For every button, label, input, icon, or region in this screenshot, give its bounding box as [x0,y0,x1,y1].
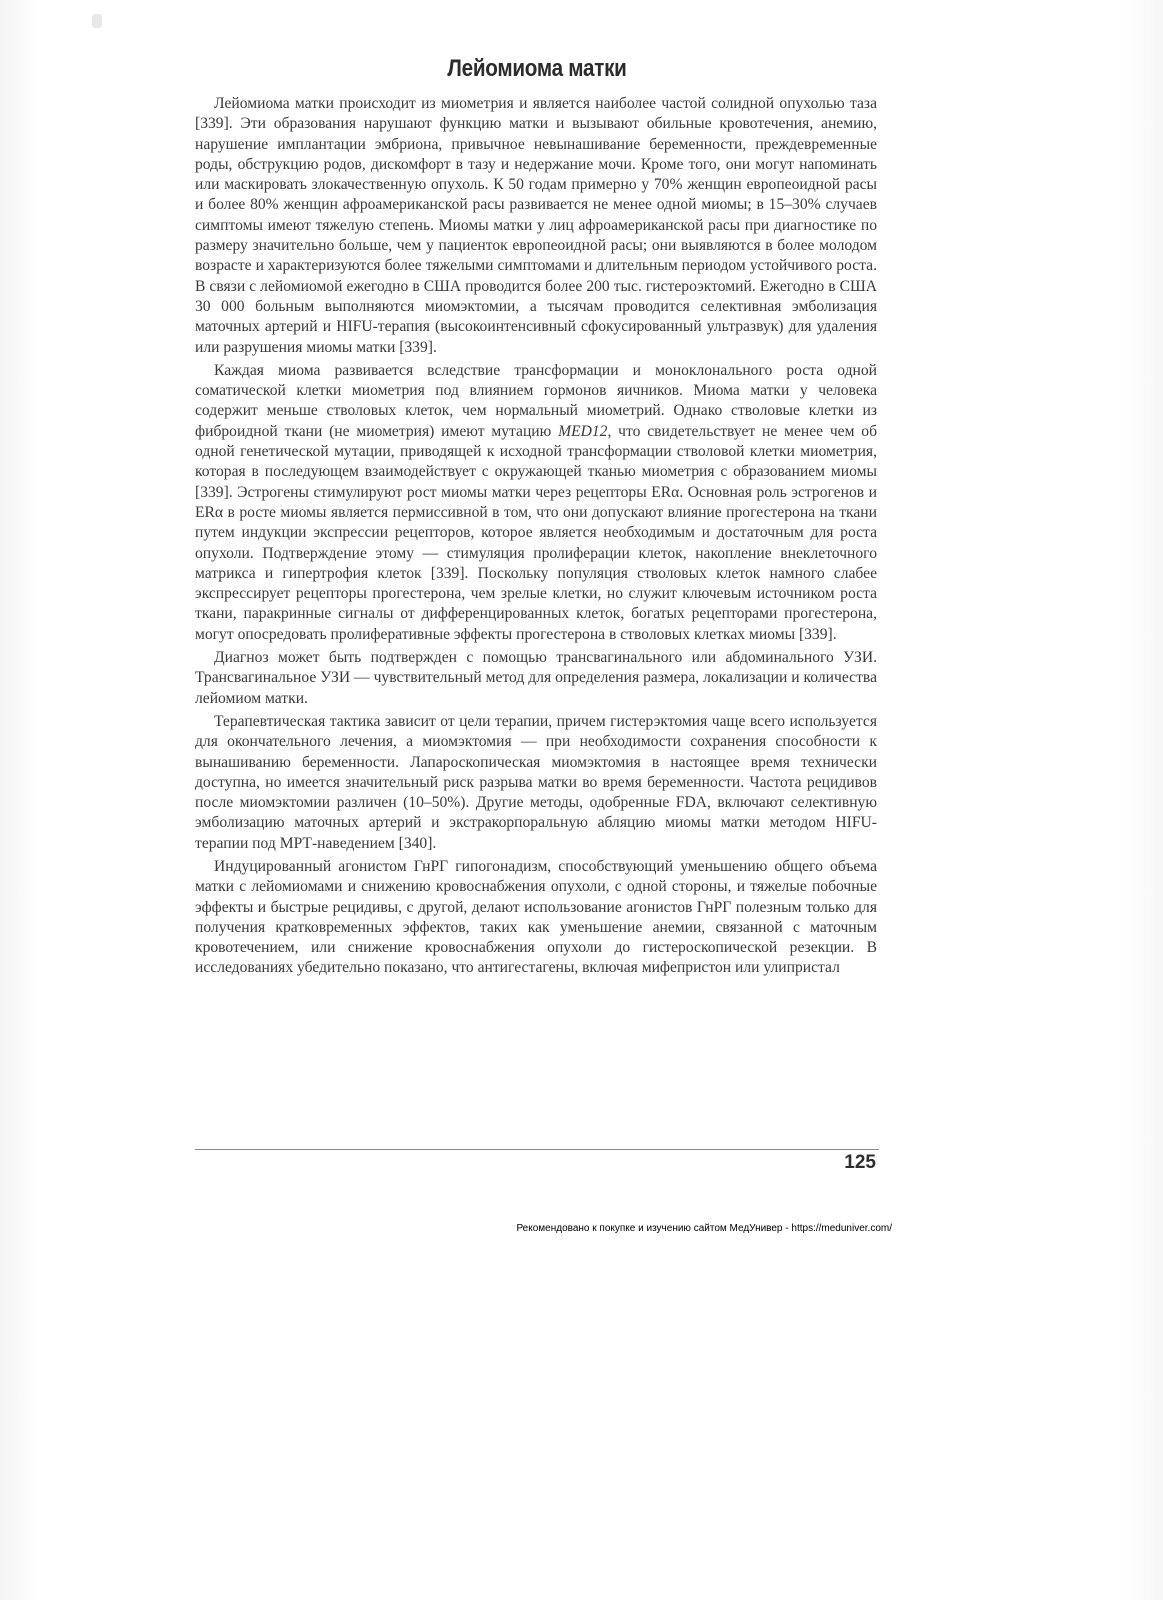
footer-note: Рекомендовано к покупке и изучению сайтом МедУнивер - https://meduniver.com/ [516,1223,892,1234]
page-number: 125 [844,1152,876,1173]
paragraph-pathogenesis-part-2: , что свидетельствует не менее чем об одной генетической мутации, приводящей к исходной трансформации стволовой клетки миометрия, которая в последующем взаимодействует с окружающей тканью миометрия с образованием миомы [339]. Эстрогены стимулируют рост миомы матки через рецепторы ERα. Основная роль эстрогенов и ERα в росте миомы является пермиссивной в том, что они допускают влияние прогестерона на ткани путем индукции экспрессии рецепторов, которое является необходимым и достаточным для роста опухоли. Подтверждение этому — стимуляция пролиферации клеток, накопление внеклеточного матрикса и гипертрофия клеток [339]. Поскольку популяция стволовых клеток намного слабее экспрессирует рецепторы прогестерона, чем зрелые клетки, но служит ключевым источником роста ткани, паракринные сигналы от дифференцированных клеток, богатых рецепторами прогестерона, могут опосредовать пролиферативные эффекты прогестерона в стволовых клетках миомы [339]. [195,422,878,643]
paragraph-therapy: Терапевтическая тактика зависит от цели терапии, причем гистерэктомия чаще всего используется для окончательного лечения, а миомэктомия — при необходимости сохранения способности к вынашиванию беременности. Лапароскопическая миомэктомия в настоящее время технически доступна, но имеется значительный риск разрыва матки во время беременности. Частота рецидивов после миомэктомии различен (10–50%). Другие методы, одобренные FDA, включают селективную эмболизацию маточных артерий и экстракорпоральную абляцию миомы матки методом HIFU-терапии под МРТ-наведением [340]. [195,712,877,852]
paragraph-intro: Лейомиома матки происходит из миометрия и является наиболее частой солидной опухолью таза [339]. Эти образования нарушают функцию матки и вызывают обильные кровотечения, анемию, нарушение имплантации эмбриона, привычное невынашивание беременности, преждевременные роды, обструкцию родов, дискомфорт в тазу и недержание мочи. Кроме того, они могут напоминать или маскировать злокачественную опухоль. К 50 годам примерно у 70% женщин европеоидной расы и более 80% женщин афроамериканской расы развивается не менее одной миомы; в 15–30% случаев симптомы имеют тяжелую степень. Миомы матки у лиц афроамериканской расы при диагностике по размеру значительно больше, чем у пациенток европеоидной расы; они выявляются в более молодом возрасте и характеризуются более тяжелыми симптомами и длительным периодом устойчивого роста. В связи с лейомиомой ежегодно в США проводится более 200 тыс. гистероэктомий. Ежегодно в США 30 000 больным выполняются миомэктомии, а тысячам проводится селективная эмболизация маточных артерий и HIFU-терапия (высокоинтенсивный сфокусированный ультразвук) для удаления или разрушения миомы матки [339]. [195,95,877,356]
scan-artifact [92,14,102,28]
article-body [195,94,877,982]
page-title: Лейомиома матки [447,55,627,82]
paragraph-pathogenesis-part-1: Каждая миома развивается вследствие трансформации и моноклонального роста одной соматической клетки миометрия под влиянием гормонов яичников. Миома матки у человека содержит меньше стволовых клеток, чем нормальный миометрий. Однако стволовые клетки из фиброидной ткани (не миометрия) имеют мутацию [195,361,877,440]
footer-divider [195,1149,879,1150]
paragraph-diagnosis: Диагноз может быть подтвержден с помощью трансвагинального или абдоминального УЗИ. Трансвагинальное УЗИ — чувствительный метод для определения размера, локализации и количества лейомиом матки. [195,649,877,707]
paragraph-pathogenesis [195,361,877,645]
gene-name: MED12 [558,422,608,440]
paragraph-gnrh: Индуцированный агонистом ГнРГ гипогонадизм, способствующий уменьшению общего объема матки с лейомиомами и снижению кровоснабжения опухоли, с одной стороны, и тяжелые побочные эффекты и быстрые рецидивы, с другой, делают использование агонистов ГнРГ полезным только для получения кратковременных эффектов, таких как уменьшение анемии, связанной с маточным кровотечением, или снижение кровоснабжения опухоли до гистероскопической резекции. В исследованиях убедительно показано, что антигестагены, включая мифепристон или улипристал [195,857,877,977]
